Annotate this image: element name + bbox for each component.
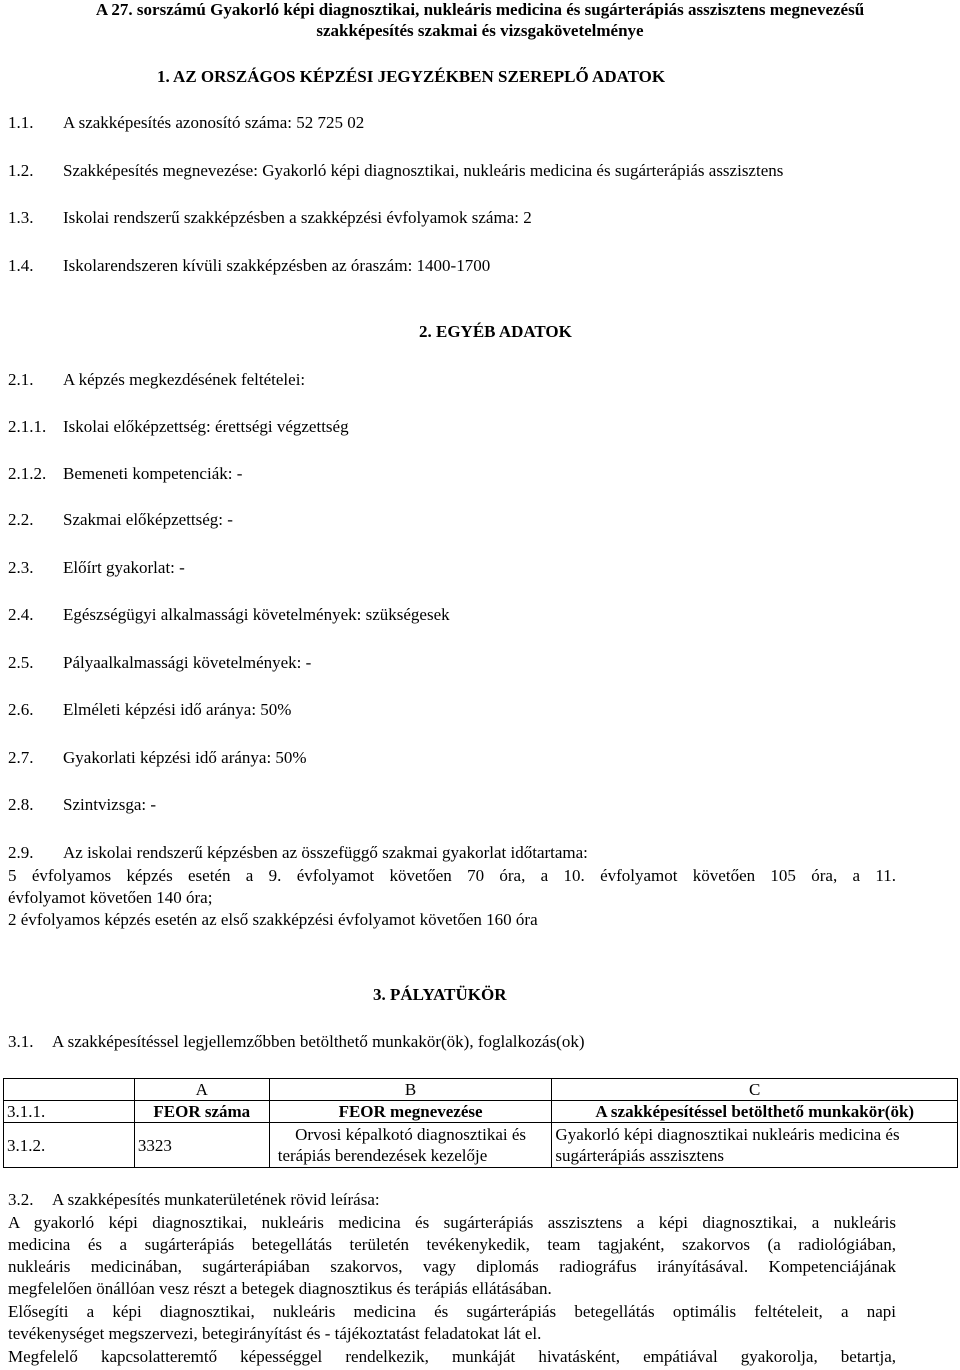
item-number: 1.3. [8,208,34,227]
table-column-letter: B [269,1079,552,1101]
table-cell-feor-code: 3323 [134,1123,269,1168]
item-number: 1.2. [8,161,34,180]
cell-line: sugárterápiás asszisztens [555,1146,724,1165]
item-number: 2.1.1. [8,417,47,436]
paragraph-line: A gyakorló képi diagnosztikai, nukleáris medicina és sugárterápiás asszisztens a képi diagnosztikai, a nukleáris [8,1213,896,1232]
paragraph-line: Megfelelő kapcsolatteremtő képességgel rendelkezik, munkáját hivatásként, empátiával gyakorolja, betartja, [8,1347,896,1366]
item-text: Szakmai előképzettség: - [63,510,233,529]
item-text: A képzés megkezdésének feltételei: [63,370,306,389]
paragraph-line: nukleáris medicinában, sugárterápiában szakorvos, vagy diplomás radiográfus irányításával. Kompetenciájának [8,1257,896,1276]
paragraph-line: megfelelően önállóan vesz részt a betegek diagnosztikus és terápiás ellátásában. [8,1279,552,1298]
table-column-letter: A [134,1079,269,1101]
item-text: Szintvizsga: - [63,795,157,814]
feor-table [3,1078,958,1168]
table-cell-feor-name [269,1123,552,1168]
cell-line: Gyakorló képi diagnosztikai nukleáris medicina és [555,1125,900,1144]
item-number: 2.1. [8,370,34,389]
item-text: A szakképesítés munkaterületének rövid leírása: [52,1190,380,1209]
document-header-line-2: szakképesítés szakmai és vizsgakövetelménye [316,21,644,40]
table-cell-empty [4,1079,135,1101]
table-column-letters-row [4,1079,958,1101]
item-number: 3.1. [8,1032,34,1051]
item-text: Egészségügyi alkalmassági követelmények: szükségesek [63,605,450,624]
item-number: 2.2. [8,510,34,529]
paragraph-line: évfolyamot követően 140 óra; [8,888,213,907]
item-number: 3.2. [8,1190,34,1209]
cell-line: terápiás berendezések kezelője [277,1146,488,1165]
item-text: Iskolai előképzettség: érettségi végzettség [63,417,349,436]
paragraph-line: 5 évfolyamos képzés esetén a 9. évfolyamot követően 70 óra, a 10. évfolyamot követően 105 óra, a 11. [8,866,896,885]
table-header-cell: A szakképesítéssel betölthető munkakör(ök) [552,1101,958,1123]
cell-line: Orvosi képalkotó diagnosztikai és [295,1125,526,1144]
description-paragraph-2 [8,1301,896,1345]
section-2-title: 2. EGYÉB ADATOK [419,322,572,341]
item-number: 1.1. [8,113,34,132]
item-number: 2.6. [8,700,34,719]
item-text: A szakképesítéssel legjellemzőbben betölthető munkakör(ök), foglalkozás(ok) [52,1032,585,1051]
item-text: Az iskolai rendszerű képzésben az összefüggő szakmai gyakorlat időtartama: [63,843,588,862]
table-header-row [4,1101,958,1123]
item-text: Szakképesítés megnevezése: Gyakorló képi diagnosztikai, nukleáris medicina és sugárterápiás asszisztens [63,161,784,180]
table-row-number: 3.1.2. [4,1123,135,1168]
paragraph-line: 2 évfolyamos képzés esetén az első szakképzési évfolyamot követően 160 óra [8,910,538,929]
item-text: Iskolarendszeren kívüli szakképzésben az óraszám: 1400-1700 [63,256,491,275]
item-text: Pályaalkalmassági követelmények: - [63,653,312,672]
paragraph-line: tevékenységet megszervezi, betegirányítást és - tájékoztatást feladatokat lát el. [8,1324,542,1343]
item-text: Előírt gyakorlat: - [63,558,185,577]
document-header-line-1: A 27. sorszámú Gyakorló képi diagnosztikai, nukleáris medicina és sugárterápiás asszisztens megnevezésű [95,0,865,19]
table-row-number: 3.1.1. [4,1101,135,1123]
table-cell-job [552,1123,958,1168]
table-header-cell: FEOR megnevezése [269,1101,552,1123]
item-text: Gyakorlati képzési idő aránya: 50% [63,748,307,767]
section-1-title: 1. AZ ORSZÁGOS KÉPZÉSI JEGYZÉKBEN SZEREPLŐ ADATOK [157,67,666,86]
paragraph-line: Elősegíti a képi diagnosztikai, nukleáris medicina és sugárterápiás betegellátás optimális feltételeit, a napi [8,1302,896,1321]
table-column-letter: C [552,1079,958,1101]
item-number: 2.8. [8,795,34,814]
item-number: 1.4. [8,256,34,275]
paragraph-line: medicina és a sugárterápiás betegellátás területén tevékenykedik, team tagjaként, szakorvos (a radiológiában, [8,1235,896,1254]
table-row [4,1123,958,1168]
item-number: 2.3. [8,558,34,577]
item-text: A szakképesítés azonosító száma: 52 725 02 [63,113,365,132]
description-paragraph-3 [8,1346,896,1368]
section-3-title: 3. PÁLYATÜKÖR [373,985,507,1004]
item-number: 2.4. [8,605,34,624]
gyakorlat-paragraph [8,865,896,931]
item-text: Bemeneti kompetenciák: - [63,464,243,483]
table-header-cell: FEOR száma [134,1101,269,1123]
item-number: 2.5. [8,653,34,672]
item-text: Iskolai rendszerű szakképzésben a szakképzési évfolyamok száma: 2 [63,208,532,227]
item-number: 2.9. [8,843,34,862]
item-text: Elméleti képzési idő aránya: 50% [63,700,292,719]
description-paragraph-1 [8,1212,896,1300]
item-number: 2.1.2. [8,464,47,483]
item-number: 2.7. [8,748,34,767]
